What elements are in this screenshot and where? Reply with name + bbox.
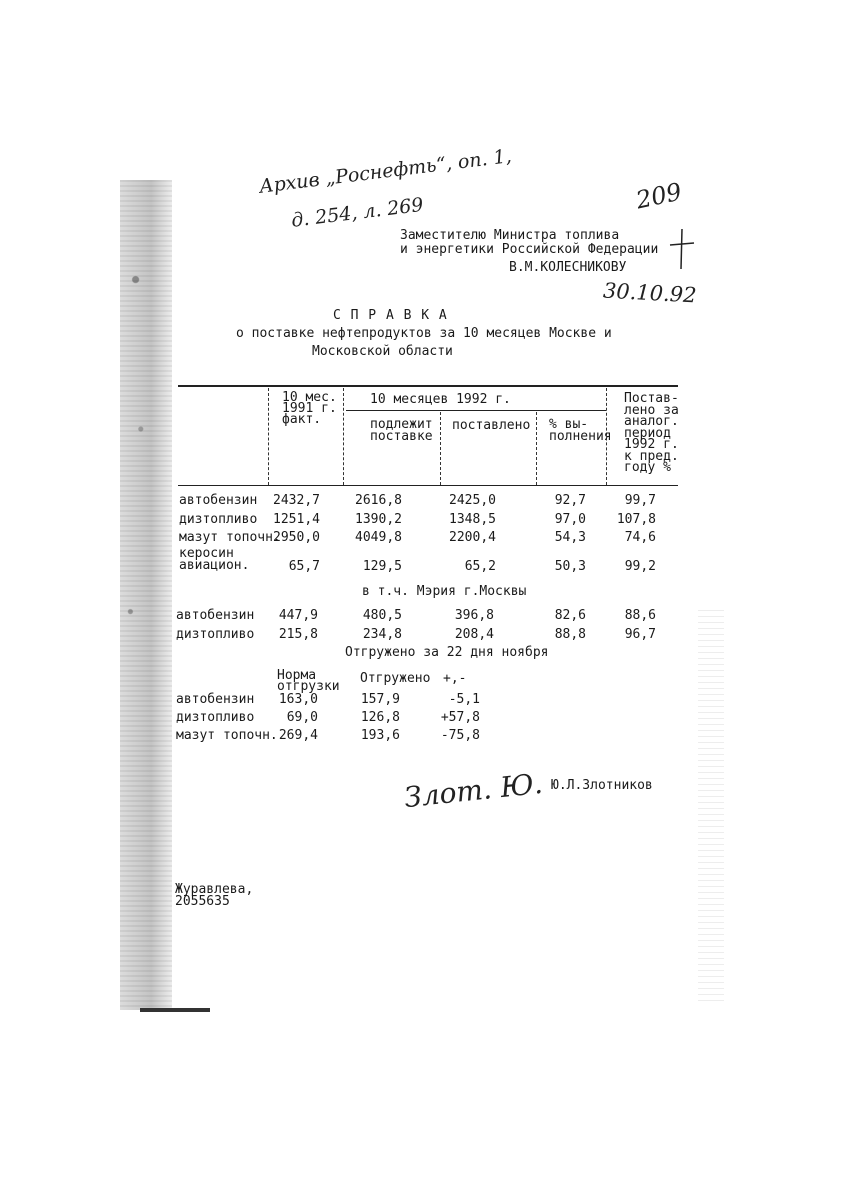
table-header-bottom-rule <box>178 485 678 486</box>
table-top-rule <box>178 385 678 387</box>
cell: 1348,5 <box>449 512 496 527</box>
handwritten-archive-line1: Архив „Роснефть“, оп. 1, <box>258 145 513 198</box>
cell: 82,6 <box>554 608 586 623</box>
header-norm: Норма отгрузки <box>277 668 340 694</box>
table-divider <box>440 412 441 485</box>
cell: 157,9 <box>360 692 400 707</box>
cell: 107,8 <box>616 512 656 527</box>
cell: 99,7 <box>624 493 656 508</box>
subheading-november: Отгружено за 22 дня ноября <box>345 645 549 660</box>
document-title: С П Р А В К А <box>333 308 448 323</box>
cell: 54,3 <box>554 530 586 545</box>
cell: 2616,8 <box>355 493 402 508</box>
addressee-line1: Заместителю Министра топлива <box>400 228 620 243</box>
table-divider <box>343 388 344 485</box>
cell: 396,8 <box>454 608 494 623</box>
header-10-months-1992: 10 месяцев 1992 г. <box>370 392 511 407</box>
cell: 65,7 <box>288 559 320 574</box>
handwritten-archive-line2: д. 254, л. 269 <box>290 193 425 232</box>
header-shipped: Отгружено <box>360 671 431 686</box>
row-label: автобензин <box>179 493 258 508</box>
row-label: дизтопливо <box>176 627 255 642</box>
addressee-line3: В.М.КОЛЕСНИКОВУ <box>509 260 627 275</box>
row-label: автобензин <box>176 608 255 623</box>
cell: -5,1 <box>448 692 480 707</box>
row-label: керосин авиацион. <box>179 546 250 573</box>
scan-edge-noise <box>698 610 724 1005</box>
row-label: автобензин <box>176 692 255 707</box>
table-divider <box>268 388 269 485</box>
title-line1: о поставке нефтепродуктов за 10 месяцев Москве и <box>236 326 612 341</box>
row-label: дизтопливо <box>176 710 255 725</box>
cell: 4049,8 <box>355 530 402 545</box>
handwritten-cross-mark <box>668 229 696 257</box>
cell: 129,5 <box>362 559 402 574</box>
cell: -75,8 <box>440 728 480 743</box>
cell: 97,0 <box>554 512 586 527</box>
header-percent-done: % вы- полнения <box>549 417 612 444</box>
cell: 2432,7 <box>273 493 320 508</box>
cell: 50,3 <box>554 559 586 574</box>
row-label: мазут топочн. <box>176 728 278 743</box>
scan-bottom-mark <box>140 1008 210 1012</box>
executor-name: Журавлева, <box>175 882 254 897</box>
row-label: мазут топочн. <box>179 530 281 545</box>
cell: 2425,0 <box>449 493 496 508</box>
cell: 480,5 <box>362 608 402 623</box>
cell: 88,8 <box>554 627 586 642</box>
executor-phone: 2055635 <box>175 894 230 909</box>
header-delivered: поставлено <box>452 418 531 433</box>
header-prior-year-percent: Постав- лено за аналог. период 1992 г. к пред. году % <box>624 391 679 475</box>
row-label: дизтопливо <box>179 512 258 527</box>
table-group-rule <box>346 410 606 411</box>
cell: 1390,2 <box>355 512 402 527</box>
cell: 88,6 <box>624 608 656 623</box>
cell: 126,8 <box>360 710 400 725</box>
subheading-moscow: в т.ч. Мэрия г.Москвы <box>362 584 527 599</box>
title-line2: Московской области <box>312 344 453 359</box>
signatory-name: Ю.Л.Злотников <box>551 778 653 793</box>
cell: 65,2 <box>464 559 496 574</box>
cell: 74,6 <box>624 530 656 545</box>
header-diff: +,- <box>443 671 467 686</box>
cell: 92,7 <box>554 493 586 508</box>
cell: 69,0 <box>286 710 318 725</box>
handwritten-page-number: 209 <box>633 177 685 215</box>
cell: 1251,4 <box>273 512 320 527</box>
cell: 193,6 <box>360 728 400 743</box>
header-planned: подлежит поставке <box>370 417 433 444</box>
cell: 234,8 <box>362 627 402 642</box>
cell: 99,2 <box>624 559 656 574</box>
cell: 96,7 <box>624 627 656 642</box>
handwritten-signature: Злот. Ю. <box>402 766 545 815</box>
addressee-line2: и энергетики Российской Федерации <box>400 242 659 257</box>
cell: 2950,0 <box>273 530 320 545</box>
cell: 215,8 <box>278 627 318 642</box>
cell: 2200,4 <box>449 530 496 545</box>
cell: 447,9 <box>278 608 318 623</box>
header-1991-fact: 10 мес. 1991 г. факт. <box>282 390 337 427</box>
cell: +57,8 <box>440 710 480 725</box>
table-divider <box>536 412 537 485</box>
cell: 269,4 <box>278 728 318 743</box>
handwritten-date: 30.10.92 <box>602 278 698 308</box>
cell: 208,4 <box>454 627 494 642</box>
scan-edge-shadow <box>120 180 172 1010</box>
cell: 163,0 <box>278 692 318 707</box>
